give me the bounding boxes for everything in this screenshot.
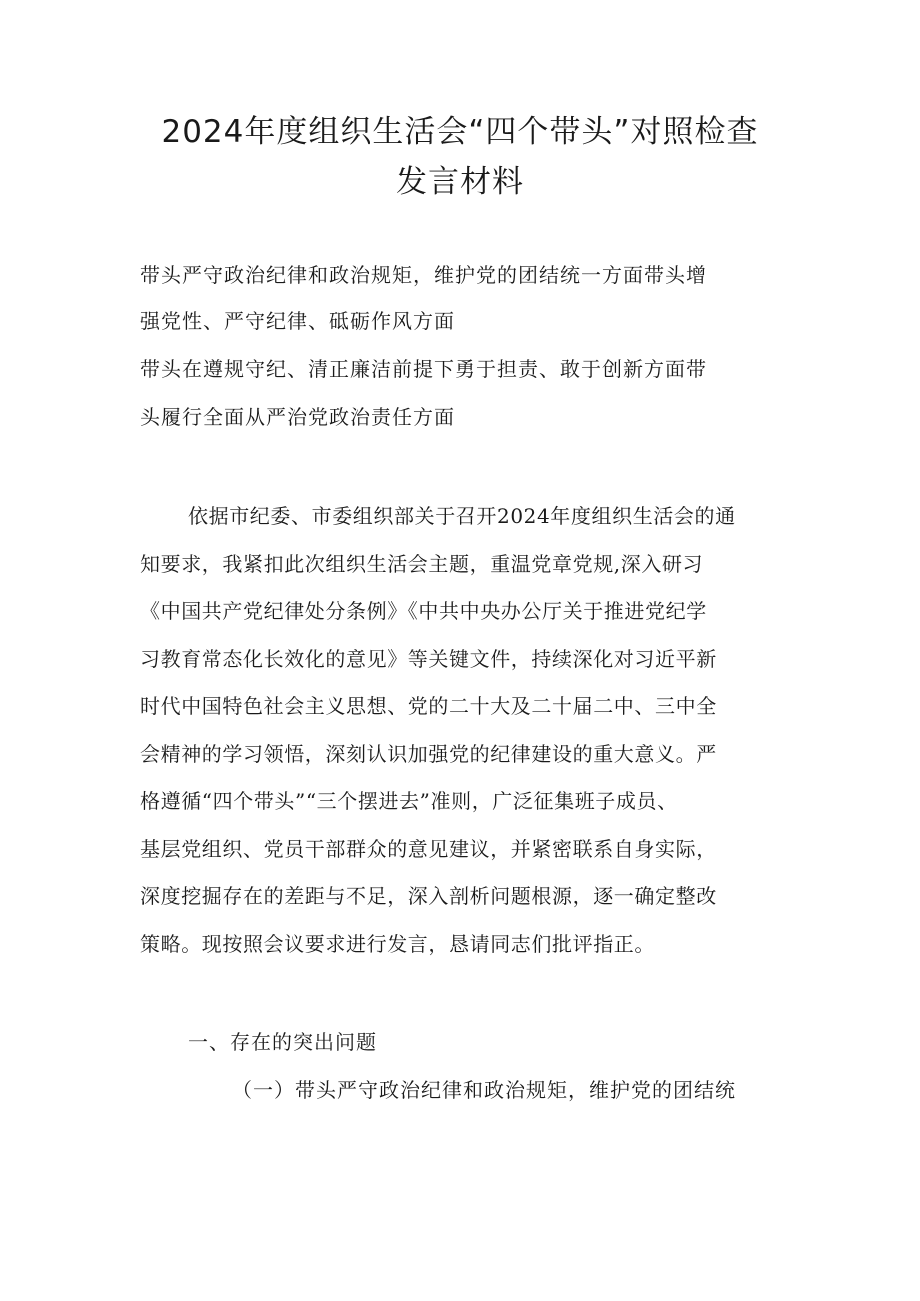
toc-line: 带头严守政治纪律和政治规矩，维护党的团结统一方面带头增 — [140, 263, 707, 287]
paragraph-line: 策略。现按照会议要求进行发言，恳请同志们批评指正。 — [140, 932, 655, 956]
subsection-heading: （一）带头严守政治纪律和政治规矩，维护党的团结统 — [232, 1078, 736, 1102]
paragraph-line: 时代中国特色社会主义思想、党的二十大及二十届二中、三中全 — [140, 694, 717, 718]
toc-line: 带头在遵规守纪、清正廉洁前提下勇于担责、敢于创新方面带 — [140, 357, 707, 381]
section-heading: 一、存在的突出问题 — [188, 1030, 377, 1054]
paragraph-line: 《中国共产党纪律处分条例》《中共中央办公厅关于推进党纪学 — [140, 599, 707, 623]
document-title-line-2: 发言材料 — [396, 164, 524, 200]
paragraph-line: 深度挖掘存在的差距与不足，深入剖析问题根源，逐一确定整改 — [140, 884, 717, 908]
paragraph-line: 基层党组织、党员干部群众的意见建议，并紧密联系自身实际， — [140, 837, 717, 861]
document-title-line-1: 2024年度组织生活会“四个带头”对照检查 — [161, 114, 759, 150]
paragraph-line: 格遵循“四个带头”“三个摆进去”准则，广泛征集班子成员、 — [140, 789, 678, 813]
paragraph-line: 习教育常态化长效化的意见》等关键文件，持续深化对习近平新 — [140, 647, 717, 671]
paragraph-line: 知要求，我紧扣此次组织生活会主题，重温党章党规,深入研习 — [140, 552, 704, 576]
toc-line: 强党性、严守纪律、砥砺作风方面 — [140, 309, 455, 333]
paragraph-line: 依据市纪委、市委组织部关于召开2024年度组织生活会的通 — [188, 504, 736, 528]
paragraph-line: 会精神的学习领悟，深刻认识加强党的纪律建设的重大意义。严 — [140, 742, 717, 766]
toc-line: 头履行全面从严治党政治责任方面 — [140, 405, 455, 429]
